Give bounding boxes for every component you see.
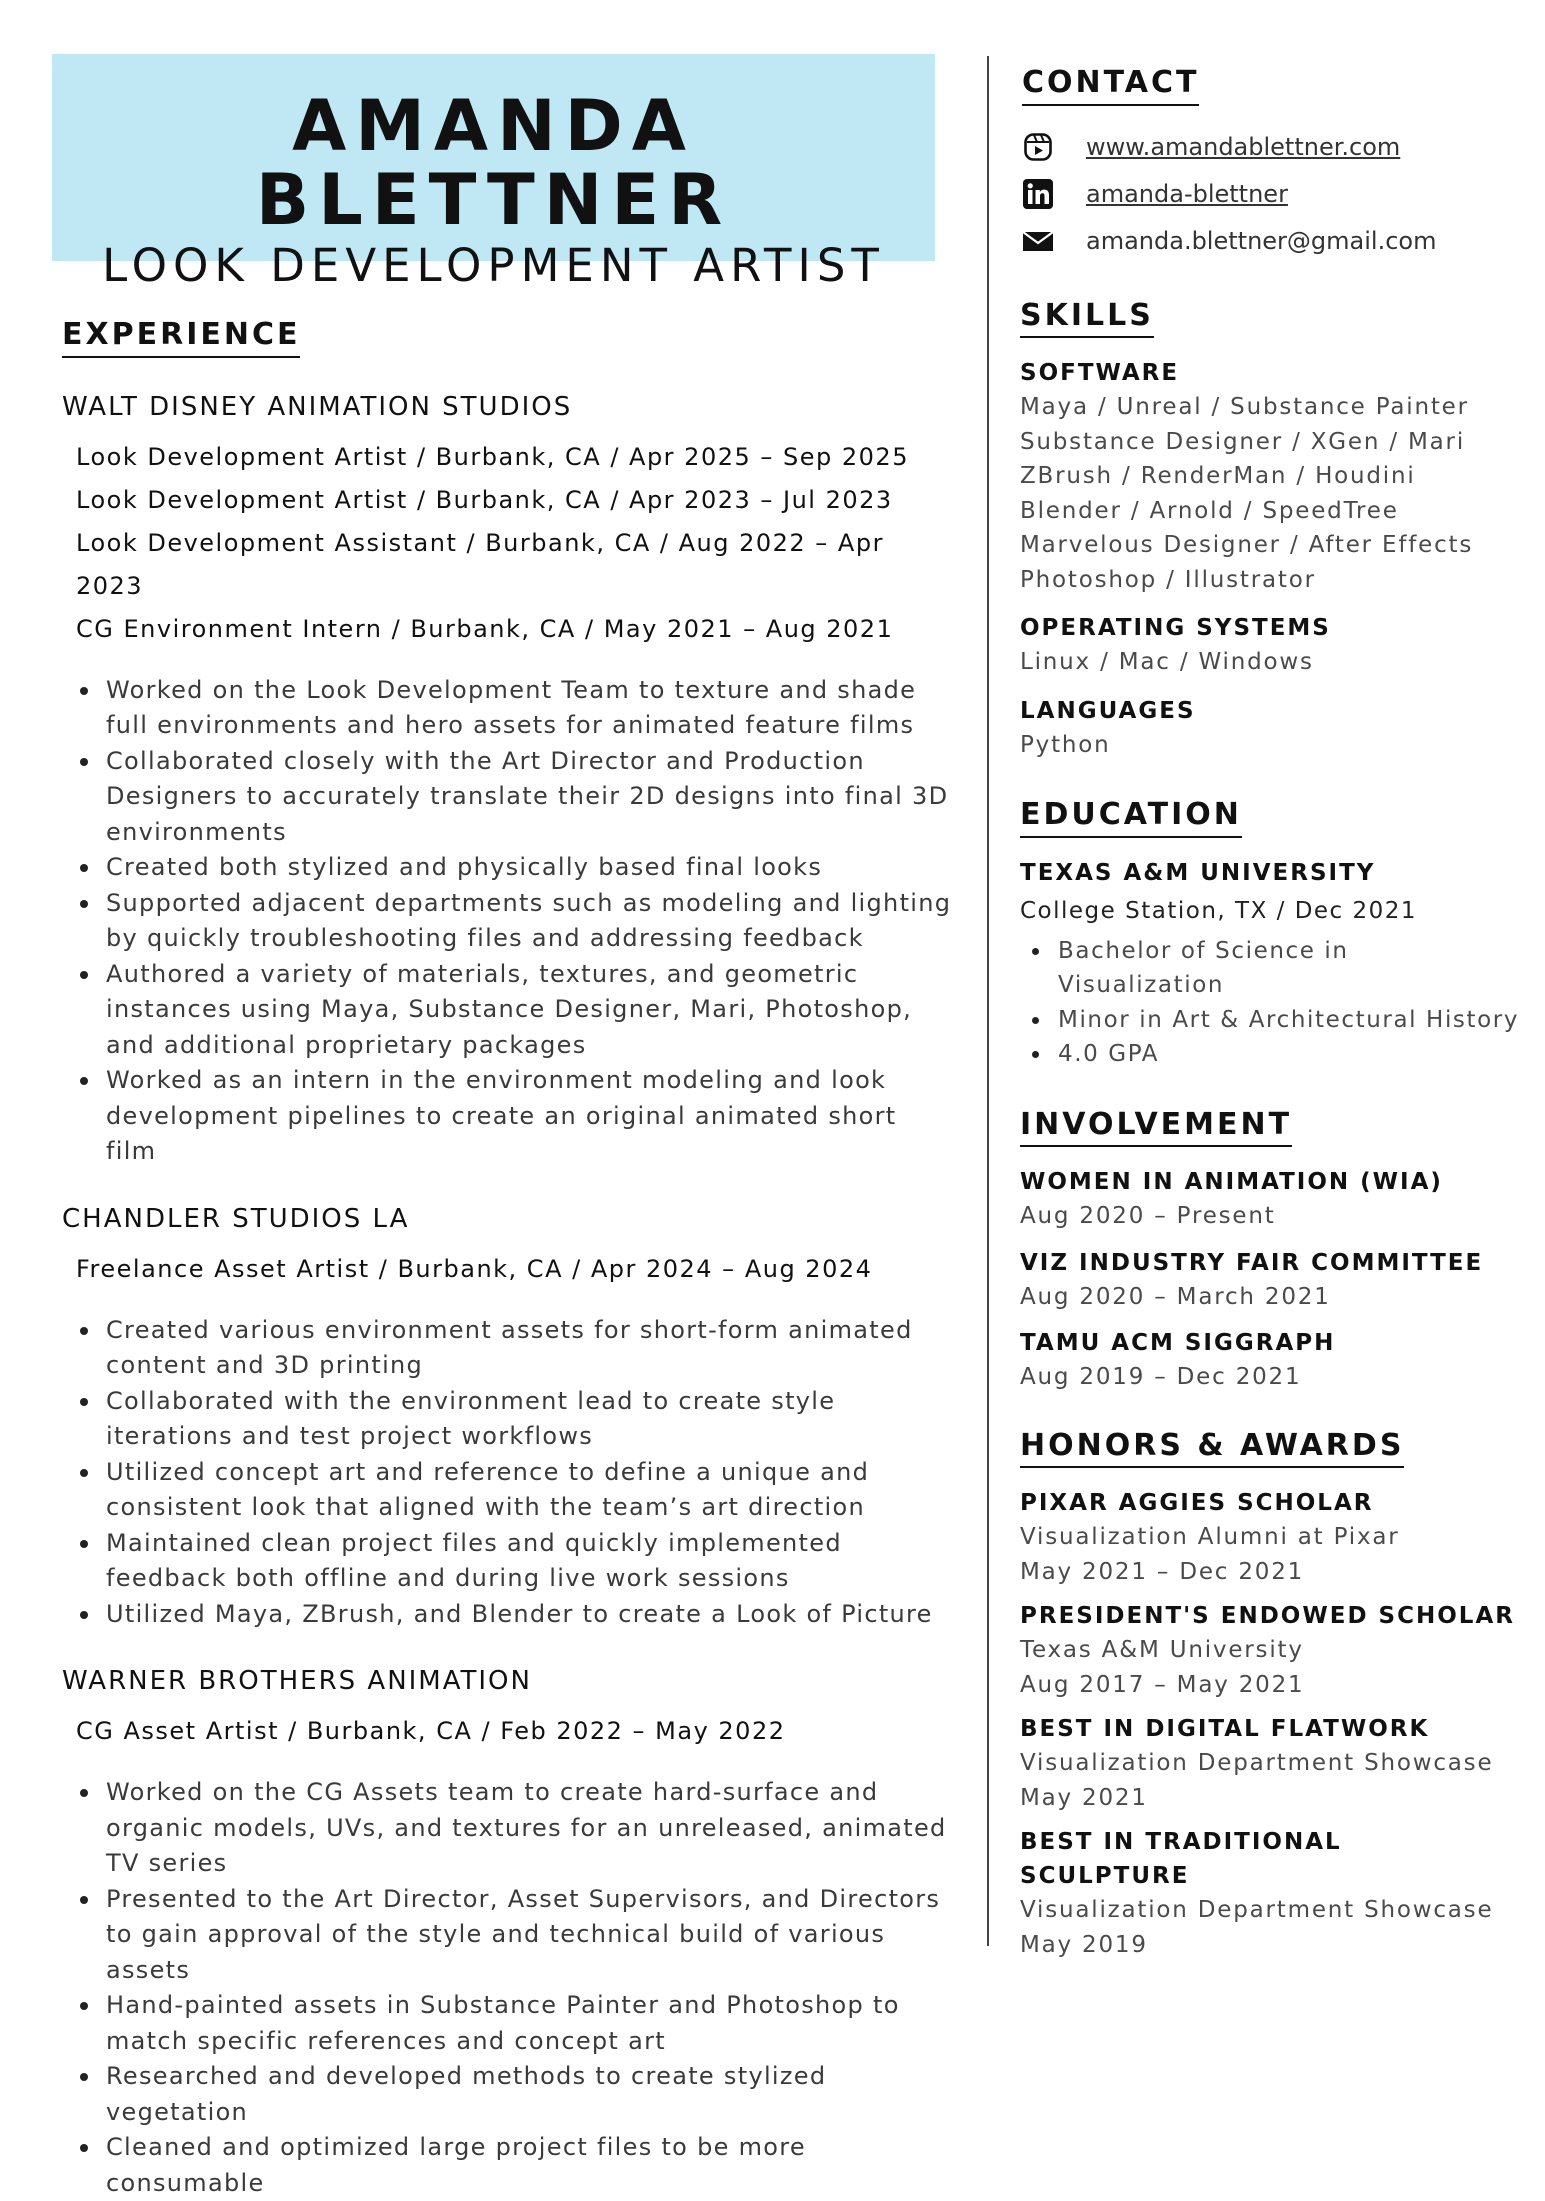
award-name: BEST IN TRADITIONAL SCULPTURE: [1020, 1829, 1342, 1889]
contact-email-row: [1020, 218, 1520, 265]
job-roles: [62, 436, 952, 651]
job-role: CG Environment Intern / Burbank, CA / May 2021 – Aug 2021: [76, 614, 894, 643]
bullet-item: [62, 1313, 952, 1384]
software-line: Blender / Arnold / SpeedTree: [1020, 497, 1399, 524]
bullet-dot: [1032, 948, 1039, 955]
bullet-text: Authored a variety of materials, textures, and geometric instances using Maya, Substance Designer, Mari, Photoshop, and additional proprietary packages: [106, 959, 913, 1059]
bullet-dot: [80, 1077, 88, 1085]
bullet-text: Bachelor of Science in Visualization: [1058, 937, 1349, 998]
involvement-dates: Aug 2020 – March 2021: [1020, 1283, 1331, 1310]
award-dates: May 2021 – Dec 2021: [1020, 1558, 1305, 1585]
job-role: CG Asset Artist / Burbank, CA / Feb 2022 – May 2022: [76, 1717, 786, 1745]
bullet-text: Collaborated with the environment lead to create style iterations and test project workflows: [106, 1386, 836, 1450]
contact-linkedin-row: [1020, 171, 1520, 218]
bullet-text: Supported adjacent departments such as modeling and lighting by quickly troubleshooting files and addressing feedback: [106, 888, 952, 952]
bullet-item: [62, 1775, 952, 1882]
bullet-dot: [80, 2144, 88, 2152]
job-roles: [62, 1248, 952, 1291]
job-role: Look Development Artist / Burbank, CA / Apr 2025 – Sep 2025: [76, 442, 909, 471]
award-org: Visualization Department Showcase: [1020, 1750, 1494, 1776]
job-role: Freelance Asset Artist / Burbank, CA / Apr 2024 – Aug 2024: [76, 1254, 873, 1283]
bullet-item: [62, 744, 952, 851]
bullet-text: Created both stylized and physically based final looks: [106, 853, 823, 881]
bullet-item: [62, 1988, 952, 2059]
school-name: TEXAS A&M UNIVERSITY: [1020, 859, 1376, 886]
involvement-name: VIZ INDUSTRY FAIR COMMITTEE: [1020, 1249, 1484, 1276]
bullet-item: [62, 673, 952, 744]
column-divider: [987, 56, 989, 1946]
bullet-dot: [80, 1789, 88, 1797]
bullet-item: [62, 886, 952, 957]
job-role: Look Development Artist / Burbank, CA / Apr 2023 – Jul 2023: [76, 485, 893, 514]
bullet-dot: [80, 1469, 88, 1477]
bullet-text: Researched and developed methods to create stylized vegetation: [106, 2062, 827, 2126]
bullet-item: [62, 1597, 952, 1633]
bullet-text: Worked on the Look Development Team to texture and shade full environments and hero assets for animated feature films: [106, 675, 917, 739]
bullet-text: Created various environment assets for short-form animated content and 3D printing: [106, 1315, 913, 1379]
education-bullets: [1020, 934, 1520, 1072]
email-address: amanda.blettner@gmail.com: [1086, 227, 1437, 255]
applicant-role: LOOK DEVELOPMENT ARTIST: [102, 239, 885, 292]
software-line: Marvelous Designer / After Effects: [1020, 532, 1474, 558]
involvement-heading: INVOLVEMENT: [1020, 1108, 1292, 1148]
software-subheading: SOFTWARE: [1020, 360, 1180, 386]
software-line: Maya / Unreal / Substance Painter: [1020, 394, 1469, 420]
bullet-dot: [1032, 1051, 1039, 1058]
award-name: PRESIDENT'S ENDOWED SCHOLAR: [1020, 1603, 1515, 1629]
company-name: WALT DISNEY ANIMATION STUDIOS: [62, 391, 573, 422]
bullet-text: Utilized Maya, ZBrush, and Blender to create a Look of Picture: [106, 1599, 933, 1628]
bullet-text: Hand-painted assets in Substance Painter and Photoshop to match specific references and concept art: [106, 1991, 900, 2055]
experience-heading: EXPERIENCE: [62, 318, 300, 358]
bullet-item: [62, 957, 952, 1064]
bullet-dot: [80, 971, 88, 979]
bullet-text: Utilized concept art and reference to define a unique and consistent look that aligned with the team’s art direction: [106, 1457, 870, 1521]
job-bullets: [62, 673, 952, 1170]
bullet-text: Presented to the Art Director, Asset Supervisors, and Directors to gain approval of the style and technical build of various assets: [106, 1884, 941, 1984]
involvement-dates: Aug 2020 – Present: [1020, 1203, 1276, 1229]
education-section: [1020, 798, 1520, 1072]
award-name: BEST IN DIGITAL FLATWORK: [1020, 1716, 1430, 1742]
contact-heading: CONTACT: [1022, 66, 1199, 106]
linkedin-link[interactable]: amanda-blettner: [1086, 180, 1288, 208]
award-name: PIXAR AGGIES SCHOLAR: [1020, 1490, 1374, 1516]
bullet-dot: [80, 687, 88, 695]
os-subheading: OPERATING SYSTEMS: [1020, 615, 1331, 641]
mail-icon: [1022, 225, 1054, 257]
school-location-date: College Station, TX / Dec 2021: [1020, 897, 1418, 924]
name-banner: [52, 54, 935, 292]
languages-list: Python: [1020, 731, 1111, 758]
bullet-item: [1020, 1037, 1520, 1072]
linkedin-icon: [1022, 178, 1054, 210]
involvement-dates: Aug 2019 – Dec 2021: [1020, 1364, 1302, 1390]
involvement-name: TAMU ACM SIGGRAPH: [1020, 1330, 1336, 1356]
sidebar-column: [1020, 66, 1520, 1962]
bullet-text: Minor in Art & Architectural History: [1058, 1006, 1520, 1033]
job-bullets: [62, 1775, 952, 2201]
award-org: Texas A&M University: [1020, 1637, 1304, 1663]
bullet-text: 4.0 GPA: [1058, 1041, 1160, 1067]
os-list: Linux / Mac / Windows: [1020, 649, 1314, 675]
bullet-dot: [80, 1327, 88, 1335]
play-video-icon: [1022, 131, 1054, 163]
education-heading: EDUCATION: [1020, 798, 1242, 838]
job-bullets: [62, 1313, 952, 1633]
experience-section: [62, 318, 952, 2201]
bullet-item: [62, 2059, 952, 2130]
bullet-item: [1020, 934, 1520, 1003]
honors-section: [1020, 1429, 1520, 1963]
languages-subheading: LANGUAGES: [1020, 697, 1196, 724]
bullet-dot: [1032, 1017, 1039, 1024]
honors-heading: HONORS & AWARDS: [1020, 1429, 1404, 1469]
bullet-text: Cleaned and optimized large project files to be more consumable: [106, 2133, 806, 2197]
bullet-item: [62, 1882, 952, 1989]
job-roles: [62, 1710, 952, 1753]
applicant-name: AMANDA BLETTNER: [255, 85, 732, 241]
skills-section: [1020, 299, 1520, 763]
software-line: Photoshop / Illustrator: [1020, 566, 1316, 593]
award-org: Visualization Alumni at Pixar: [1020, 1524, 1400, 1550]
bullet-item: [62, 2130, 952, 2201]
bullet-dot: [80, 1896, 88, 1904]
bullet-dot: [80, 758, 88, 766]
skills-heading: SKILLS: [1020, 299, 1154, 339]
bullet-dot: [80, 2002, 88, 2010]
bullet-text: Worked as an intern in the environment modeling and look development pipelines to create an original animated short film: [106, 1066, 897, 1165]
company-name: CHANDLER STUDIOS LA: [62, 1203, 410, 1234]
company-name: WARNER BROTHERS ANIMATION: [62, 1666, 532, 1696]
involvement-section: [1020, 1108, 1520, 1395]
award-dates: May 2019: [1020, 1931, 1148, 1958]
bullet-text: Collaborated closely with the Art Director and Production Designers to accurately translate their 2D designs into final 3D environments: [106, 746, 949, 846]
award-org: Visualization Department Showcase: [1020, 1897, 1494, 1923]
bullet-dot: [80, 1398, 88, 1406]
bullet-dot: [80, 1611, 88, 1619]
job-role: Look Development Assistant / Burbank, CA / Aug 2022 – Apr 2023: [76, 528, 884, 600]
bullet-dot: [80, 1540, 88, 1548]
bullet-text: Worked on the CG Assets team to create hard-surface and organic models, UVs, and textures for an unreleased, animated TV series: [106, 1778, 947, 1877]
bullet-item: [62, 850, 952, 886]
bullet-item: [1020, 1003, 1520, 1038]
award-dates: May 2021: [1020, 1784, 1148, 1811]
involvement-name: WOMEN IN ANIMATION (WIA): [1020, 1169, 1443, 1195]
bullet-item: [62, 1455, 952, 1526]
bullet-dot: [80, 864, 88, 872]
bullet-dot: [80, 900, 88, 908]
software-line: ZBrush / RenderMan / Houdini: [1020, 463, 1416, 489]
bullet-item: [62, 1384, 952, 1455]
bullet-item: [62, 1526, 952, 1597]
website-link[interactable]: www.amandablettner.com: [1086, 133, 1401, 161]
contact-section: [1020, 66, 1520, 265]
award-dates: Aug 2017 – May 2021: [1020, 1671, 1305, 1698]
bullet-text: Maintained clean project files and quickly implemented feedback both offline and during live work sessions: [106, 1528, 842, 1592]
contact-website-row: [1020, 124, 1520, 171]
bullet-dot: [80, 2073, 88, 2081]
bullet-item: [62, 1063, 952, 1170]
software-line: Substance Designer / XGen / Mari: [1020, 428, 1466, 455]
